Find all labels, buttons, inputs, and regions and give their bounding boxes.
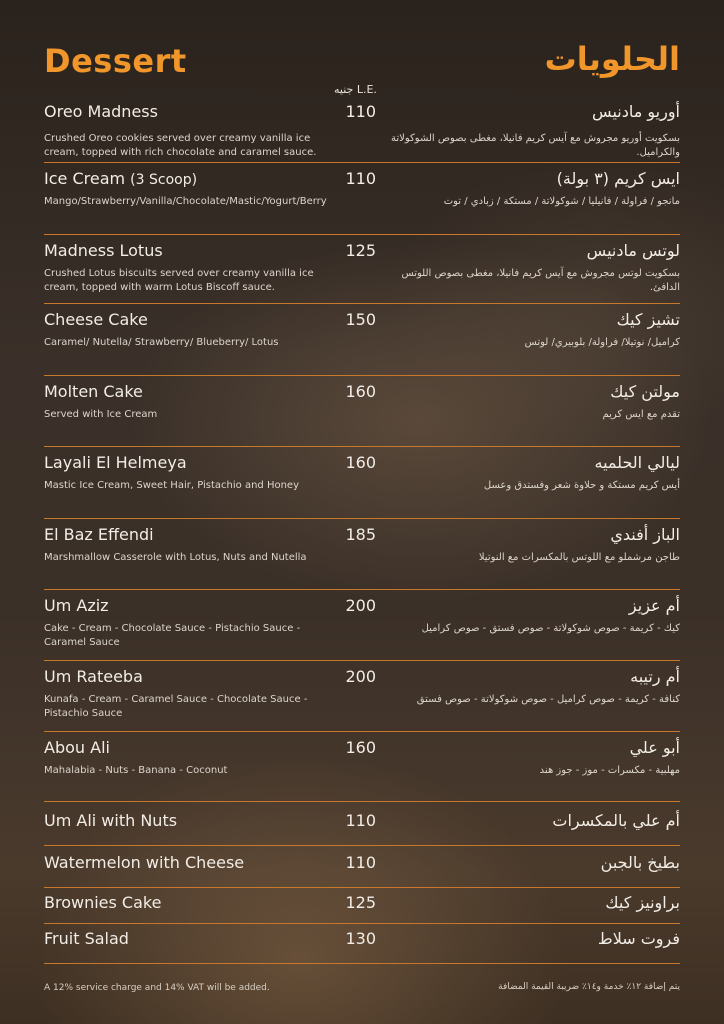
item-name-ar: أم عزيز — [628, 596, 680, 615]
item-name-en: Brownies Cake — [44, 893, 162, 912]
item-description-ar: بسكويت أوريو مجروش مع آيس كريم فانيلا، مغطى بصوص الشوكولاتة والكراميل. — [391, 133, 680, 158]
item-name-ar: أبو علي — [629, 738, 680, 757]
item-name-en: Um Rateeba — [44, 667, 143, 686]
item-price: 125 — [345, 893, 376, 912]
menu-item-molten-cake — [44, 380, 680, 447]
item-name-ar: بطيخ بالجبن — [600, 853, 680, 872]
menu-item-oreo-madness — [44, 100, 680, 163]
item-name-en: Oreo Madness — [44, 102, 158, 121]
item-price: 160 — [345, 453, 376, 472]
item-name-en: Fruit Salad — [44, 929, 129, 948]
page-title-ar: الحلويات — [544, 40, 680, 78]
menu-item-um-aziz — [44, 594, 680, 661]
item-description-ar: كراميل/ نوتيلا/ فراولة/ بلوبيري/ لوتس — [524, 337, 680, 348]
item-description-en: Mango/Strawberry/Vanilla/Chocolate/Mastic/Yogurt/Berry — [44, 196, 327, 207]
menu-item-madness-lotus — [44, 239, 680, 304]
item-name-en: Abou Ali — [44, 738, 110, 757]
item-name-en: Watermelon with Cheese — [44, 853, 245, 872]
item-price: 200 — [345, 667, 376, 686]
item-price: 110 — [345, 853, 376, 872]
menu-item-um-ali-with-nuts — [44, 809, 680, 846]
item-name-ar: فروت سلاط — [597, 929, 680, 948]
item-description-ar: أيس كريم مستكة و حلاوة شعر وفستدق وعسل — [483, 480, 680, 491]
item-description-en: Kunafa - Cream - Caramel Sauce - Chocolate Sauce - Pistachio Sauce — [44, 694, 308, 719]
item-name-ar: أم علي بالمكسرات — [552, 811, 680, 830]
item-name-ar: مولتن كيك — [610, 382, 680, 401]
menu-item-cheese-cake — [44, 308, 680, 376]
item-description-ar: كيك - كريمة - صوص شوكولاتة - صوص فستق - صوص كراميل — [421, 623, 680, 634]
item-name-en: Layali El Helmeya — [44, 453, 187, 472]
item-name-suffix: (3 Scoop) — [130, 172, 198, 188]
menu-item-fruit-salad — [44, 927, 680, 964]
item-name-ar: لوتس مادنيس — [586, 241, 680, 260]
item-name-en: Um Aziz — [44, 596, 109, 615]
item-price: 185 — [345, 525, 376, 544]
item-description-en: Served with Ice Cream — [44, 409, 158, 420]
item-description-ar: مهلبية - مكسرات - موز - جوز هند — [539, 765, 680, 776]
item-description-en: Mahalabia - Nuts - Banana - Coconut — [44, 765, 228, 776]
menu-item-um-rateeba — [44, 665, 680, 732]
item-price: 110 — [345, 811, 376, 830]
item-price: 160 — [345, 738, 376, 757]
item-description-en: Crushed Oreo cookies served over creamy vanilla ice cream, topped with rich chocolate and caramel sauce. — [44, 133, 317, 158]
item-description-ar: تقدم مع ايس كريم — [602, 409, 680, 420]
item-price: 160 — [345, 382, 376, 401]
item-description-en: Mastic Ice Cream, Sweet Hair, Pistachio and Honey — [44, 480, 299, 491]
item-description-ar: بسكويت لوتس مجروش مع آيس كريم فانيلا، مغطى بصوص اللوتس الدافئ. — [401, 268, 680, 293]
item-price: 110 — [345, 102, 376, 121]
item-price: 200 — [345, 596, 376, 615]
item-description-en: Cake - Cream - Chocolate Sauce - Pistachio Sauce - Caramel Sauce — [44, 623, 301, 648]
item-name-en: Ice Cream (3 Scoop) — [44, 169, 198, 188]
item-name-en: El Baz Effendi — [44, 525, 154, 544]
item-description-en: Caramel/ Nutella/ Strawberry/ Blueberry/ Lotus — [44, 337, 279, 348]
item-description-ar: كنافة - كريمة - صوص كراميل - صوص شوكولاتة - صوص فستق — [416, 694, 680, 705]
item-description-en: Marshmallow Casserole with Lotus, Nuts and Nutella — [44, 552, 307, 563]
currency-label: جنيه L.E. — [334, 83, 377, 96]
item-name-ar: براونيز كيك — [605, 893, 680, 912]
item-name-ar: أوريو مادنيس — [592, 102, 680, 121]
menu-item-abou-ali — [44, 736, 680, 802]
item-name-en: Um Ali with Nuts — [44, 811, 178, 830]
item-name-en: Madness Lotus — [44, 241, 163, 260]
menu-item-layali-el-helmeya — [44, 451, 680, 519]
item-price: 130 — [345, 929, 376, 948]
page-title-en: Dessert — [44, 42, 187, 80]
item-name-ar: الباز أفندي — [610, 525, 680, 544]
item-name-en: Molten Cake — [44, 382, 143, 401]
menu-item-brownies-cake — [44, 891, 680, 924]
item-name-ar: تشيز كيك — [616, 310, 680, 329]
item-price: 125 — [345, 241, 376, 260]
item-name-en: Cheese Cake — [44, 310, 148, 329]
menu-item-el-baz-effendi — [44, 523, 680, 590]
service-charge-note-en: A 12% service charge and 14% VAT will be added. — [44, 983, 270, 993]
item-name-ar: أم رتيبه — [630, 667, 680, 686]
item-price: 110 — [345, 169, 376, 188]
item-description-ar: طاجن مرشملو مع اللوتس بالمكسرات مع النوتيلا — [478, 552, 680, 563]
item-name-ar: ليالي الحلميه — [594, 453, 680, 472]
item-description-en: Crushed Lotus biscuits served over creamy vanilla ice cream, topped with warm Lotus Biscoff sauce. — [44, 268, 314, 293]
item-price: 150 — [345, 310, 376, 329]
item-name-ar: ايس كريم (٣ بولة) — [556, 169, 680, 188]
service-charge-note-ar: يتم إضافة ١٢٪ خدمة و١٤٪ ضريبة القيمة المضافة — [498, 982, 680, 992]
menu-item-ice-cream — [44, 167, 680, 235]
dessert-menu-list — [44, 100, 680, 964]
menu-item-watermelon-with-cheese — [44, 851, 680, 888]
item-description-ar: مانجو / فراولة / فانيليا / شوكولاتة / مستكة / زبادي / توت — [443, 196, 680, 207]
